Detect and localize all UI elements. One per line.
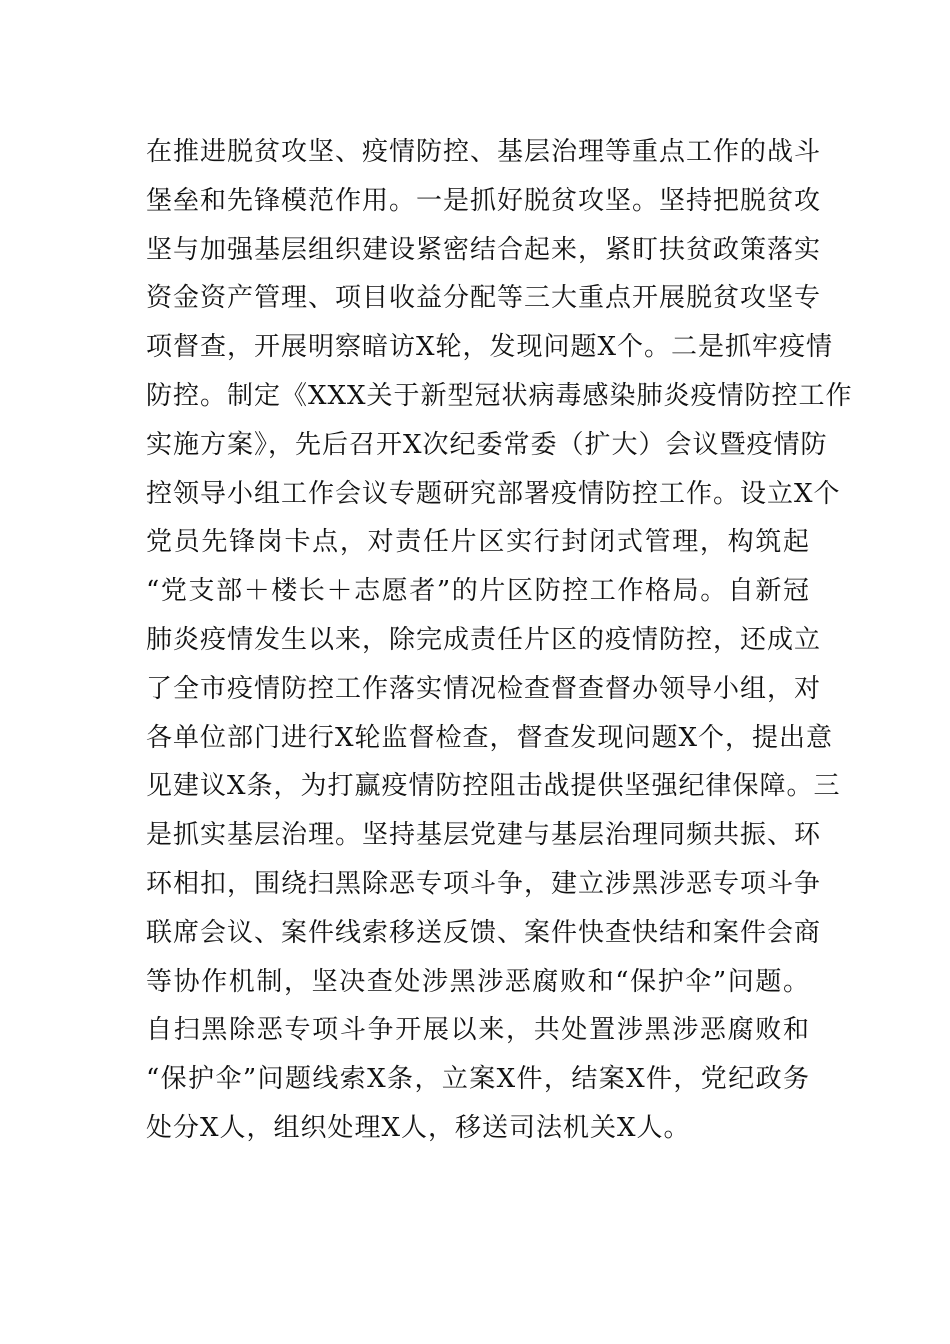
text-line: 处分X人，组织处理X人，移送司法机关X人。: [146, 1112, 691, 1143]
text-line: 环相扣，围绕扫黑除恶专项斗争，建立涉黑涉恶专项斗争: [146, 868, 822, 899]
body-paragraph: [146, 128, 853, 1153]
text-line: “党支部＋楼长＋志愿者”的片区防控工作格局。自新冠: [146, 576, 810, 607]
text-line: 项督查，开展明察暗访X轮，发现问题X个。二是抓牢疫情: [146, 332, 834, 363]
text-line: 在推进脱贫攻坚、疫情防控、基层治理等重点工作的战斗: [146, 137, 822, 167]
text-line: 等协作机制，坚决查处涉黑涉恶腐败和“保护伞”问题。: [146, 966, 810, 997]
text-line: 肺炎疫情发生以来，除完成责任片区的疫情防控，还成立: [146, 624, 822, 655]
text-line: 了全市疫情防控工作落实情况检查督查督办领导小组，对: [146, 673, 822, 704]
text-line: 党员先锋岗卡点，对责任片区实行封闭式管理，构筑起: [146, 527, 810, 558]
text-line: 见建议X条，为打赢疫情防控阻击战提供坚强纪律保障。三: [146, 771, 841, 802]
text-line: 是抓实基层治理。坚持基层党建与基层治理同频共振、环: [146, 820, 822, 851]
text-line: 联席会议、案件线索移送反馈、案件快查快结和案件会商: [146, 917, 822, 948]
text-line: 堡垒和先锋模范作用。一是抓好脱贫攻坚。坚持把脱贫攻: [146, 185, 822, 216]
text-line: 各单位部门进行X轮监督检查，督查发现问题X个，提出意: [146, 722, 834, 753]
text-line: “保护伞”问题线索X条，立案X件，结案X件，党纪政务: [146, 1064, 810, 1095]
text-line: 控领导小组工作会议专题研究部署疫情防控工作。设立X个: [146, 478, 841, 509]
text-line: 自扫黑除恶专项斗争开展以来，共处置涉黑涉恶腐败和: [146, 1015, 810, 1046]
text-line: 坚与加强基层组织建设紧密结合起来，紧盯扶贫政策落实: [146, 234, 822, 265]
text-line: 实施方案》，先后召开X次纪委常委（扩大）会议暨疫情防: [146, 429, 828, 460]
text-line: 防控。制定《XXX关于新型冠状病毒感染肺炎疫情防控工作: [146, 380, 853, 411]
text-line: 资金资产管理、项目收益分配等三大重点开展脱贫攻坚专: [146, 283, 822, 314]
